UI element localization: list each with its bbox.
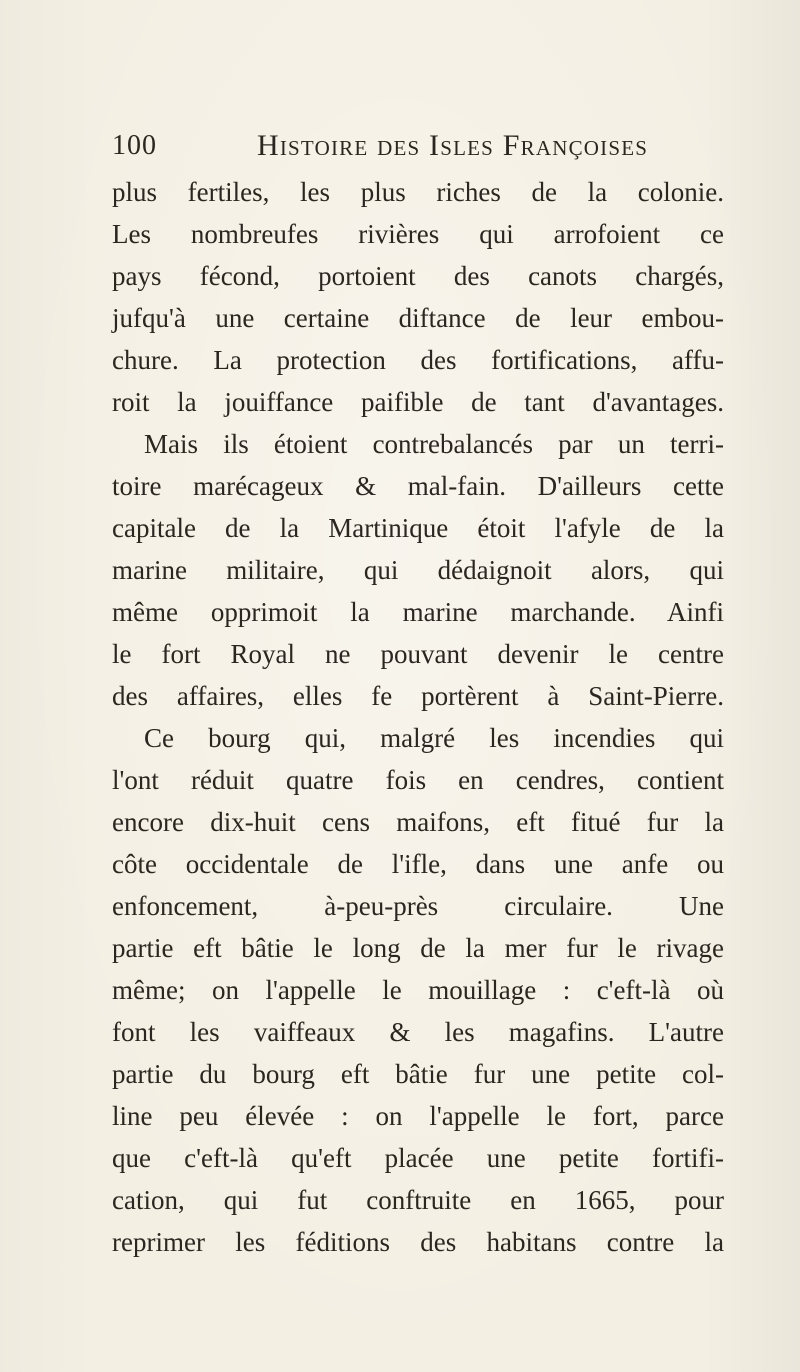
text-line: des affaires, elles fe portèrent à Saint-Pierre. xyxy=(112,681,724,711)
body-text xyxy=(112,171,724,1263)
text-line: encore dix-huit cens maifons, eft fitué fur la xyxy=(112,807,724,837)
running-title: Histoire des Isles Françoises xyxy=(257,129,649,162)
text-line: roit la jouiffance paifible de tant d'avantages. xyxy=(112,387,724,417)
text-line: pays fécond, portoient des canots chargés, xyxy=(112,261,724,291)
page-header xyxy=(112,128,712,168)
text-line: même opprimoit la marine marchande. Ainfi xyxy=(112,597,724,627)
text-line: enfoncement, à-peu-près circulaire. Une xyxy=(112,891,724,921)
text-line: chure. La protection des fortifications, affu- xyxy=(112,345,724,375)
text-line: partie du bourg eft bâtie fur une petite col- xyxy=(112,1059,724,1089)
text-line: partie eft bâtie le long de la mer fur le rivage xyxy=(112,933,724,963)
text-line: Ce bourg qui, malgré les incendies qui xyxy=(144,723,724,753)
text-line: que c'eft-là qu'eft placée une petite fortifi- xyxy=(112,1143,724,1173)
text-line: reprimer les féditions des habitans contre la xyxy=(112,1227,724,1257)
text-line: jufqu'à une certaine diftance de leur embou- xyxy=(112,303,724,333)
text-line: Les nombreufes rivières qui arrofoient ce xyxy=(112,219,724,249)
text-line: l'ont réduit quatre fois en cendres, contient xyxy=(112,765,724,795)
page-number: 100 xyxy=(112,130,157,161)
text-line: capitale de la Martinique étoit l'afyle de la xyxy=(112,513,724,543)
text-line: côte occidentale de l'ifle, dans une anfe ou xyxy=(112,849,724,879)
text-line: toire marécageux & mal-fain. D'ailleurs cette xyxy=(112,471,724,501)
text-line: même; on l'appelle le mouillage : c'eft-là où xyxy=(112,975,724,1005)
text-line: le fort Royal ne pouvant devenir le centre xyxy=(112,639,724,669)
text-line: line peu élevée : on l'appelle le fort, parce xyxy=(112,1101,724,1131)
text-line: font les vaiffeaux & les magafins. L'autre xyxy=(112,1017,724,1047)
text-line: marine militaire, qui dédaignoit alors, qui xyxy=(112,555,724,585)
text-line: cation, qui fut conftruite en 1665, pour xyxy=(112,1185,724,1215)
text-line: Mais ils étoient contrebalancés par un terri- xyxy=(144,429,724,459)
text-line: plus fertiles, les plus riches de la colonie. xyxy=(112,177,724,207)
